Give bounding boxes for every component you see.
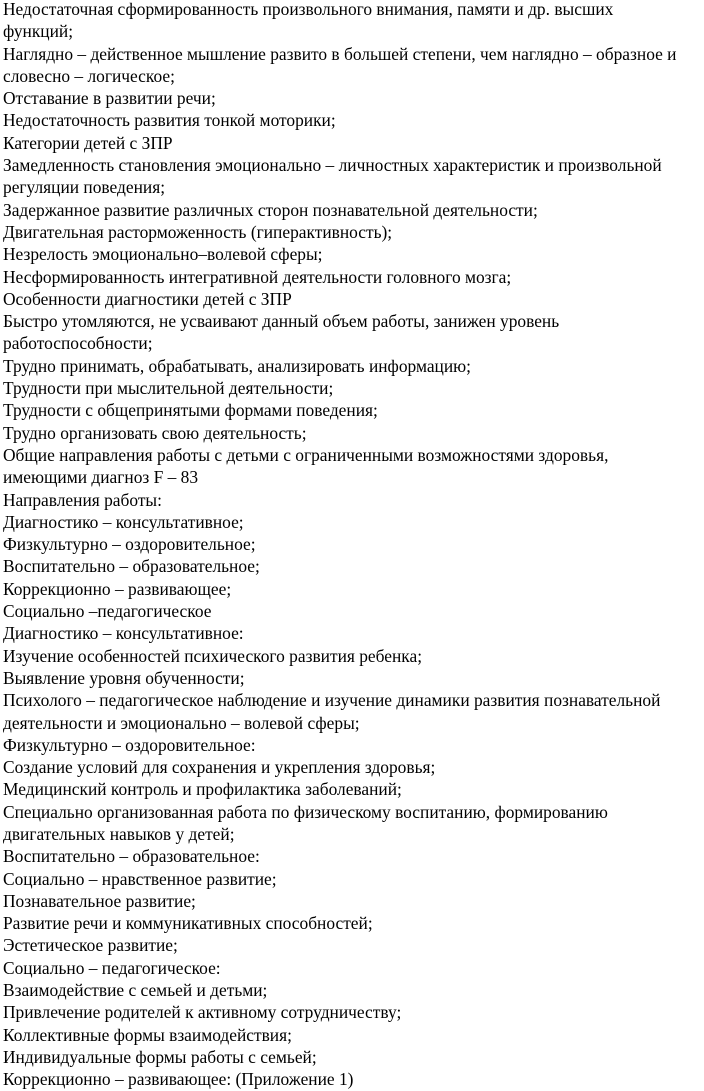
text-line: Особенности диагностики детей с ЗПР	[3, 288, 292, 309]
text-line: Трудно принимать, обрабатывать, анализировать информацию;	[3, 355, 471, 376]
text-line: Отставание в развитии речи;	[3, 88, 216, 109]
text-line: Трудности с общепринятыми формами поведения;	[3, 400, 378, 421]
text-line: Физкультурно – оздоровительное:	[3, 734, 256, 755]
text-line: Направления работы:	[3, 489, 162, 510]
text-line: Социально –педагогическое	[3, 601, 212, 622]
text-line: Двигательная расторможенность (гиперактивность);	[3, 221, 393, 242]
text-line: Специально организованная работа по физическому воспитанию, формированию	[3, 801, 608, 822]
text-line: Задержанное развитие различных сторон познавательной деятельности;	[3, 199, 538, 220]
text-line: Диагностико – консультативное:	[3, 623, 244, 644]
text-line: Коррекционно – развивающее;	[3, 578, 232, 599]
text-line: Недостаточность развития тонкой моторики;	[3, 110, 336, 131]
text-line: Коррекционно – развивающее: (Приложение 1)	[3, 1069, 354, 1090]
text-line: Трудно организовать свою деятельность;	[3, 422, 307, 443]
text-line: двигательных навыков у детей;	[3, 823, 235, 844]
text-line: Привлечение родителей к активному сотрудничеству;	[3, 1002, 402, 1023]
text-line: Незрелость эмоционально–волевой сферы;	[3, 244, 323, 265]
text-line: Несформированность интегративной деятельности головного мозга;	[3, 266, 512, 287]
text-line: Общие направления работы с детьми с ограниченными возможностями здоровья,	[3, 444, 609, 465]
document-text	[3, 0, 704, 1091]
text-line: Социально – педагогическое:	[3, 957, 221, 978]
text-line: Развитие речи и коммуникативных способностей;	[3, 913, 373, 934]
text-line: Познавательное развитие;	[3, 890, 196, 911]
text-line: Наглядно – действенное мышление развито в большей степени, чем наглядно – образное и	[3, 43, 677, 64]
text-line: имеющими диагноз F – 83	[3, 467, 199, 488]
text-line: Воспитательно – образовательное;	[3, 556, 260, 577]
text-line: Диагностико – консультативное;	[3, 511, 244, 532]
text-line: Воспитательно – образовательное:	[3, 846, 260, 867]
text-line: Трудности при мыслительной деятельности;	[3, 378, 334, 399]
text-line: Категории детей с ЗПР	[3, 132, 173, 153]
text-line: словесно – логическое;	[3, 65, 175, 86]
text-line: Медицинский контроль и профилактика заболеваний;	[3, 779, 402, 800]
text-line: Физкультурно – оздоровительное;	[3, 534, 256, 555]
text-line: Недостаточная сформированность произвольного внимания, памяти и др. высших	[3, 0, 614, 19]
text-line: Замедленность становления эмоционально – личностных характеристик и произвольной	[3, 155, 662, 176]
text-line: работоспособности;	[3, 333, 153, 354]
text-line: Выявление уровня обученности;	[3, 667, 245, 688]
text-line: регуляции поведения;	[3, 177, 166, 198]
text-line: деятельности и эмоционально – волевой сферы;	[3, 712, 360, 733]
text-line: Индивидуальные формы работы с семьей;	[3, 1046, 317, 1067]
text-line: Психолого – педагогическое наблюдение и изучение динамики развития познавательной	[3, 690, 661, 711]
text-line: Создание условий для сохранения и укрепления здоровья;	[3, 757, 436, 778]
text-line: Коллективные формы взаимодействия;	[3, 1024, 292, 1045]
text-line: Социально – нравственное развитие;	[3, 868, 277, 889]
text-line: Быстро утомляются, не усваивают данный объем работы, занижен уровень	[3, 311, 560, 332]
text-line: функций;	[3, 21, 74, 42]
text-line: Эстетическое развитие;	[3, 935, 178, 956]
text-line: Взаимодействие с семьей и детьми;	[3, 980, 268, 1001]
text-line: Изучение особенностей психического развития ребенка;	[3, 645, 423, 666]
